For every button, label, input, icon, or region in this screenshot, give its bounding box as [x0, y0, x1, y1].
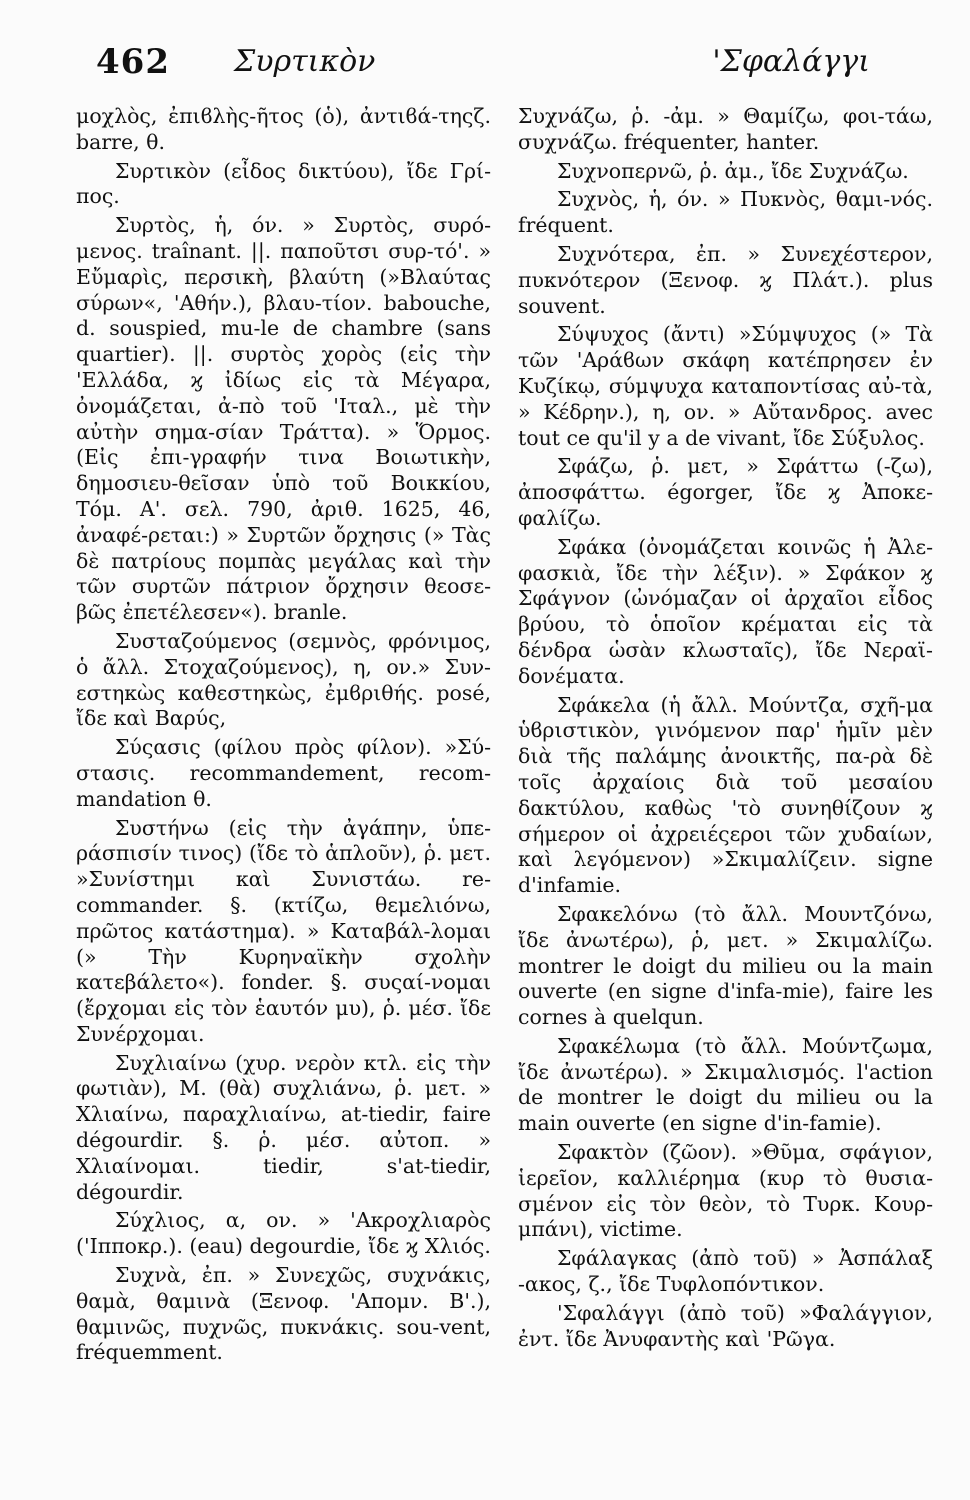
dictionary-entry: Σφάκελα (ἡ ἄλλ. Μούντζα, σχῆ-μα ὑϐριστικὸν, γινόμενον παρ' ἡμῖν μὲν διὰ τῆς παλάμης ἀνοικτῆς, πα-ρὰ δὲ τοῖς ἀρχαίοις διὰ τοῦ μεσαίου δακτύλου, καθὼς 'τὸ συνηθίζουν ϗ σήμερον οἱ ἀχρειέςεροι τῶν χυδαίων, καὶ λεγόμενον) »Σκιμαλίζειν. signe d'infamie. — [518, 692, 933, 898]
dictionary-entry: Συστήνω (εἰς τὴν ἀγάπην, ὑπε-ράσπισίν τινος) (ἴδε τὸ ἁπλοῦν), ῥ. μετ. »Συνίστημι καὶ Συνιστάω. re-commander. §. (κτίζω, θεμελιόνω, πρῶτος κατάστημα). » Καταβάλ-λομαι (» Τὴν Κυρηναϊκὴν σχολὴν κατεβάλετο«). fonder. §. συςαί-νομαι (ἔρχομαι εἰς τὸν ἑαυτόν μυ), ῥ. μέσ. ἴδε Συνέρχομαι. — [76, 815, 491, 1046]
dictionary-entry: 'Σφαλάγγι (ἀπὸ τοῦ) »Φαλάγγιον, ἐντ. ἴδε Ἀνυφαντὴς καὶ 'Ρῶγα. — [518, 1300, 933, 1351]
dictionary-entry: Συρτικὸν (εἶδος δικτύου), ἴδε Γρί-πος. — [76, 158, 491, 209]
dictionary-entry: Σφακέλωμα (τὸ ἄλλ. Μούντζωμα, ἴδε ἀνωτέρω). » Σκιμαλισμός. l'action de montrer le doigt du milieu ou la main ouverte (en signe d'in-famie). — [518, 1033, 933, 1136]
dictionary-entry: Σφάλαγκας (ἀπὸ τοῦ) » Ἀσπάλαξ -ακος, ζ., ἴδε Τυφλοπόντικον. — [518, 1246, 933, 1297]
dictionary-entry: Συσταζούμενος (σεμνὸς, φρόνιμος, ὁ ἄλλ. Στοχαζούμενος), η, ον.» Συν-εστηκὼς καθεστηκὼς, ἐμϐριθής. posé, ἴδε καὶ Βαρύς, — [76, 628, 491, 731]
dictionary-entry: Συχνότερα, ἐπ. » Συνεχέστερον, πυκνότερον (Ξενοφ. ϗ Πλάτ.). plus souvent. — [518, 241, 933, 318]
page-number: 462 — [96, 42, 170, 82]
dictionary-entry: Συχνὸς, ἡ, όν. » Πυκνὸς, θαμι-νός. fréquent. — [518, 187, 933, 238]
dictionary-entry: Σύχλιος, α, ον. » 'Ακροχλιαρὸς ('Ιπποκρ.). (eau) degourdie, ἴδε ϗ Χλιός. — [76, 1208, 491, 1259]
dictionary-entry: Συχνοπερνῶ, ῥ. ἀμ., ἴδε Συχνάζω. — [556, 158, 909, 183]
page-header — [96, 40, 930, 96]
dictionary-entry: Σύςασις (φίλου πρὸς φίλον). »Σύ-στασις. recommandement, recom-mandation θ. — [76, 735, 491, 811]
dictionary-entry: μοχλὸς, ἐπιϐλὴς-ῆτος (ὁ), ἀντιϐά-τηςζ. barre, θ. — [76, 104, 491, 154]
dictionary-entry: Συρτὸς, ἡ, όν. » Συρτὸς, συρό-μενος. traînant. ||. παποῦτσι συρ-τό'. » Εὔμαρὶς, περσικὴ, βλαύτη (»Βλαύτας σύρων«, 'Αθήν.), βλαυ-τίον. babouche, d. souspied, mu-le de chambre (sans quartier). ||. συρτὸς χορὸς (εἰς τὴν 'Ελλάδα, ϗ ἰδίως εἰς τὰ Μέγαρα, ὀνομάζεται, ἀ-πὸ τοῦ 'Ιταλ., μὲ τὴν αὐτὴν σημα-σίαν Τράττα). » Ὅρμος. (Εἰς ἐπι-γραφήν τινα Βοιωτικὴν, δημοσιευ-θεῖσαν ὑπὸ τοῦ Βοικκίου, Τόμ. Α'. σελ. 790, ἀριθ. 1625, 46, ἀναφέ-ρεται:) » Συρτῶν ὄρχησις (» Τὰς δὲ πατρίους πομπὰς μεγάλας καὶ τὴν τῶν συρτῶν πάτριον ὄρχησιν θεοσε-βῶς ἐπετέλεσεν«). branle. — [76, 213, 491, 625]
dictionary-entry: Σύψυχος (ἄντι) »Σύμψυχος (» Τὰ τῶν 'Αράϐων σκάφη κατέπρησεν ἐν Κυζίκῳ, σύμψυχα καταποντίσας αὐ-τὰ, » Κέδρην.), η, ον. » Αὔτανδρος. avec tout ce qu'il y a de vivant, ἴδε Σύξυλος. — [518, 322, 933, 450]
running-head-right: 'Σφαλάγγι — [712, 44, 870, 79]
dictionary-entry: Σφακελόνω (τὸ ἄλλ. Μουντζόνω, ἴδε ἀνωτέρω), ῥ, μετ. » Σκιμαλίζω. montrer le doigt du milieu ou la main ouverte (en signe d'infa-mie), faire les cornes à quelqun. — [518, 901, 933, 1030]
dictionary-entry: Συχνάζω, ῥ. -ἀμ. » Θαμίζω, φοι-τάω, συχνάζω. fréquenter, hanter. — [518, 104, 933, 154]
dictionary-entry: Σφάκα (ὀνομάζεται κοινῶς ἡ Ἀλε-φασκιὰ, ἴδε τὴν λέξιν). » Σφάκον ϗ Σφάγνον (ὠνόμαζαν οἱ ἀρχαῖοι εἶδος βρύου, τὸ ὁποῖον κρέμαται εἰς τὰ δένδρα ὡσὰν κλωσταῖς), ἴδε Νεραϊ-δονέματα. — [518, 534, 933, 688]
left-column — [76, 104, 491, 1404]
running-head-left: Συρτικὸν — [234, 44, 376, 79]
column-gutter — [500, 110, 501, 1390]
dictionary-entry: Σφάζω, ῥ. μετ, » Σφάττω (-ζω), ἀποσφάττω. égorger, ἴδε ϗ Ἀποκε-φαλίζω. — [518, 454, 933, 530]
dictionary-entry: Συχνὰ, ἐπ. » Συνεχῶς, συχνάκις, θαμὰ, θαμινὰ (Ξενοφ. 'Απομν. Β'.), θαμινῶς, πυχνῶς, πυκνάκις. sou-vent, fréquemment. — [76, 1263, 491, 1365]
dictionary-entry: Σφακτὸν (ζῶον). »Θῦμα, σφάγιον, ἱερεῖον, καλλιέρημα (κυρ τὸ θυσια-σμένον εἰς τὸν θεὸν, τὸ Τυρκ. Κουρ-μπάνι), victime. — [518, 1140, 933, 1242]
dictionary-entry: Συχλιαίνω (χυρ. νερὸν κτλ. εἰς τὴν φωτιὰν), Μ. (θὰ) συχλιάνω, ῥ. μετ. » Χλιαίνω, παραχλιαίνω, at-tiedir, faire dégourdir. §. ῥ. μέσ. αὐτοπ. » Χλιαίνομαι. tiedir, s'at-tiedir, dégourdir. — [76, 1050, 491, 1204]
right-column — [518, 104, 933, 1404]
